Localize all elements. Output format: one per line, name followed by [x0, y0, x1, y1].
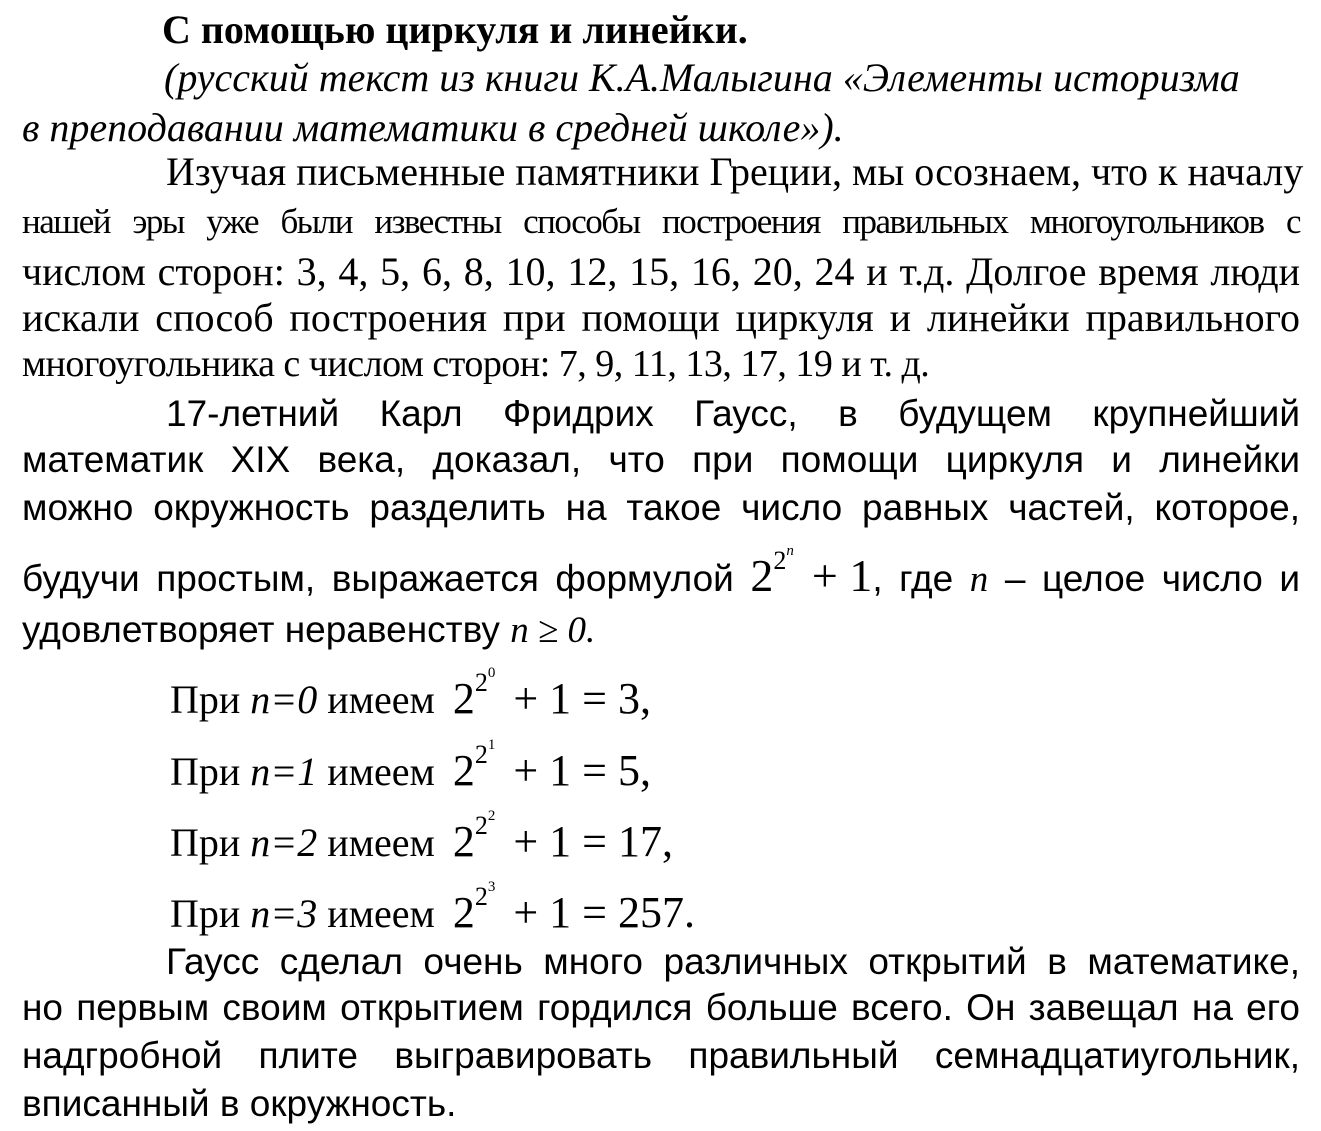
- formula-exponent: 2: [773, 546, 787, 575]
- inequality-intro-text: удовлетворяет неравенству: [22, 609, 500, 650]
- case-formula: [452, 808, 673, 876]
- paragraph1-line-5: многоугольника с числом сторон: 7, 9, 11, 13, 17, 19 и т. д.: [22, 343, 930, 385]
- document-title: С помощью циркуля и линейки.: [162, 7, 748, 52]
- variable-n: n: [969, 559, 989, 600]
- formula-where-text: , где: [872, 558, 954, 599]
- case-row-n2: [170, 808, 673, 876]
- case-prefix: При: [170, 677, 241, 722]
- case-base: 2: [452, 746, 475, 795]
- case-base: 2: [452, 817, 475, 866]
- subtitle-line-2: в преподавании математики в средней школе»).: [22, 105, 844, 150]
- case-prefix: При: [170, 891, 241, 936]
- case-word: имеем: [327, 749, 435, 794]
- case-exponent-2: 0: [487, 665, 496, 681]
- paragraph1-line-3: числом сторон: 3, 4, 5, 6, 8, 10, 12, 15, 16, 20, 24 и т.д. Долгое время люди: [22, 249, 1300, 294]
- case-result: + 1 = 5,: [513, 746, 651, 795]
- paragraph2-line-2: математик XIX века, доказал, что при помощи циркуля и линейки: [22, 439, 1300, 480]
- paragraph2-line-4: [22, 543, 1301, 611]
- case-row-n1: [170, 737, 651, 805]
- formula-exponent-n: n: [786, 543, 794, 559]
- paragraph3-line-1: Гаусс сделал очень много различных открытий в математике,: [166, 941, 1300, 982]
- case-exponent: 2: [474, 811, 488, 840]
- subtitle-line-1: (русский текст из книги К.А.Малыгина «Элементы историзма: [164, 55, 1240, 100]
- case-condition: n=2: [250, 820, 318, 865]
- paragraph2-line-1: 17-летний Карл Фридрих Гаусс, в будущем крупнейший: [166, 393, 1300, 434]
- case-exponent-2: 1: [487, 737, 496, 753]
- case-formula: [452, 737, 651, 805]
- case-row-n0: [170, 665, 651, 733]
- case-word: имеем: [327, 891, 435, 936]
- fermat-formula: [750, 543, 873, 611]
- case-exponent-2: 3: [487, 879, 496, 895]
- case-exponent: 2: [474, 882, 488, 911]
- formula-base: 2: [750, 550, 774, 601]
- paragraph1-line-2: нашей эры уже были известны способы построения правильных многоугольников с: [22, 202, 1300, 241]
- case-word: имеем: [327, 820, 435, 865]
- paragraph3-line-3: надгробной плите выгравировать правильный семнадцатиугольник,: [22, 1035, 1300, 1076]
- case-base: 2: [452, 888, 475, 937]
- case-prefix: При: [170, 820, 241, 865]
- case-word: имеем: [327, 677, 435, 722]
- inequality: n ≥ 0.: [510, 610, 596, 651]
- formula-tail: + 1: [811, 550, 873, 601]
- case-formula: [452, 665, 651, 733]
- case-condition: n=0: [250, 677, 318, 722]
- case-exponent: 2: [474, 740, 488, 769]
- case-result: + 1 = 257.: [513, 888, 695, 937]
- case-condition: n=3: [250, 891, 318, 936]
- case-exponent: 2: [474, 668, 488, 697]
- paragraph1-line-4: искали способ построения при помощи циркуля и линейки правильного: [22, 295, 1300, 340]
- case-base: 2: [452, 674, 475, 723]
- paragraph1-line-1: Изучая письменные памятники Греции, мы осознаем, что к началу: [166, 149, 1304, 194]
- paragraph3-line-2: но первым своим открытием гордился больше всего. Он завещал на его: [22, 987, 1300, 1028]
- case-exponent-2: 2: [487, 808, 496, 824]
- case-condition: n=1: [250, 749, 318, 794]
- case-prefix: При: [170, 749, 241, 794]
- case-result: + 1 = 17,: [513, 817, 673, 866]
- paragraph2-line-5: [22, 606, 595, 655]
- formula-after-text: – целое число и: [1004, 558, 1301, 599]
- case-result: + 1 = 3,: [513, 674, 651, 723]
- paragraph2-line-3: можно окружность разделить на такое число равных частей, которое,: [22, 487, 1300, 528]
- formula-intro-text: будучи простым, выражается формулой: [22, 558, 734, 599]
- paragraph3-line-4: вписанный в окружность.: [22, 1083, 457, 1124]
